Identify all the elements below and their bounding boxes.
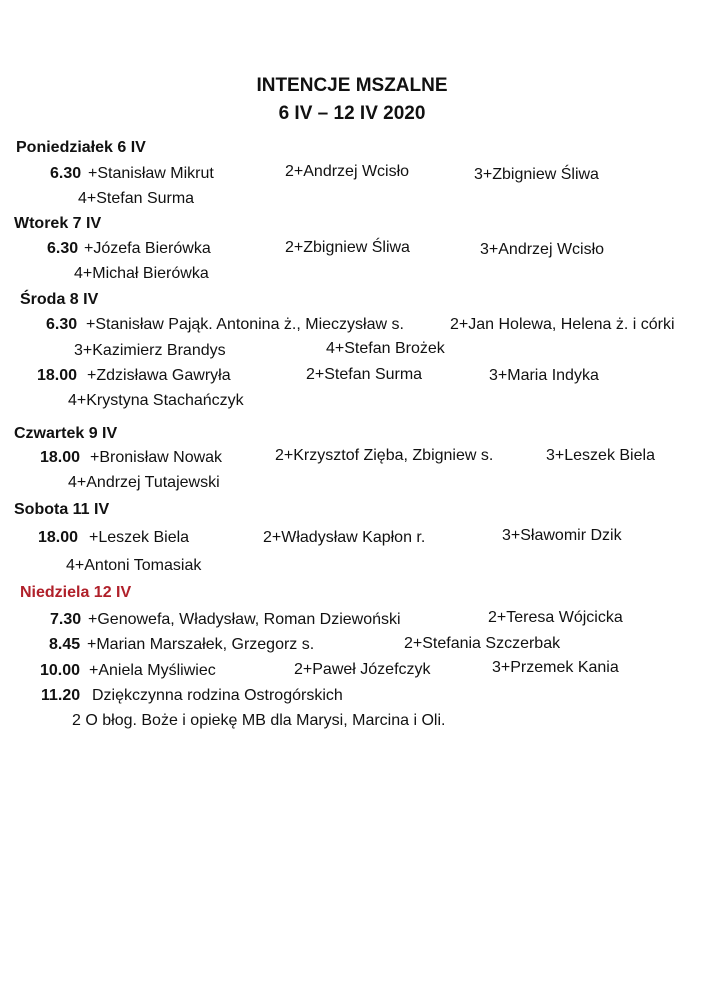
mass-time: 18.00 <box>38 529 79 546</box>
intention: 2+Władysław Kapłon r. <box>263 529 426 546</box>
mass-time: 7.30 <box>50 611 82 628</box>
mass-time: 11.20 <box>41 687 81 704</box>
intention: 3+Leszek Biela <box>546 447 655 464</box>
intention: 4+Stefan Brożek <box>326 340 445 357</box>
day-heading-monday: Poniedziałek 6 IV <box>16 139 146 156</box>
day-heading-tuesday: Wtorek 7 IV <box>14 215 102 232</box>
intention: 3+Andrzej Wcisło <box>480 241 605 258</box>
intention: 2+Andrzej Wcisło <box>285 163 410 180</box>
day-heading-sunday: Niedziela 12 IV <box>20 584 132 601</box>
intention: 2+Stefan Surma <box>306 366 423 383</box>
mass-time: 10.00 <box>40 662 81 679</box>
date-range: 6 IV – 12 IV 2020 <box>278 103 426 124</box>
intention: +Marian Marszałek, Grzegorz s. <box>87 636 315 653</box>
intention: 4+Stefan Surma <box>78 190 195 207</box>
intention: 3+Sławomir Dzik <box>502 527 622 544</box>
intention: 4+Antoni Tomasiak <box>66 557 202 574</box>
intention: 2+Teresa Wójcicka <box>488 609 623 626</box>
day-heading-wednesday: Środa 8 IV <box>20 291 99 308</box>
intention: +Genowefa, Władysław, Roman Dziewoński <box>88 611 401 628</box>
day-heading-saturday: Sobota 11 IV <box>14 501 110 518</box>
intention: 3+Maria Indyka <box>489 367 599 384</box>
intention: 2+Stefania Szczerbak <box>404 635 561 652</box>
intention: +Józefa Bierówka <box>84 240 211 257</box>
intention: +Leszek Biela <box>89 529 190 546</box>
intention: 2+Krzysztof Zięba, Zbigniew s. <box>275 447 494 464</box>
intention: 3+Kazimierz Brandys <box>74 342 226 359</box>
mass-time: 8.45 <box>49 636 81 653</box>
intention: 4+Krystyna Stachańczyk <box>68 392 244 409</box>
intention: 2+Paweł Józefczyk <box>294 661 431 678</box>
intention: 3+Zbigniew Śliwa <box>474 166 599 183</box>
intention: 4+Michał Bierówka <box>74 265 209 282</box>
intention: +Aniela Myśliwiec <box>89 662 216 679</box>
intention: +Stanisław Pająk. Antonina ż., Mieczysław s. <box>86 316 404 333</box>
mass-time: 18.00 <box>37 367 78 384</box>
intention: 2+Zbigniew Śliwa <box>285 239 410 256</box>
mass-time: 6.30 <box>46 316 78 333</box>
intention: Dziękczynna rodzina Ostrogórskich <box>92 687 343 704</box>
intention: +Zdzisława Gawryła <box>87 367 231 384</box>
intention: 2 O błog. Boże i opiekę MB dla Marysi, Marcina i Oli. <box>72 712 446 729</box>
mass-time: 6.30 <box>50 165 82 182</box>
mass-time: 6.30 <box>47 240 79 257</box>
day-heading-thursday: Czwartek 9 IV <box>14 425 118 442</box>
mass-time: 18.00 <box>40 449 81 466</box>
intention: +Stanisław Mikrut <box>88 165 214 182</box>
intention: 2+Jan Holewa, Helena ż. i córki <box>450 316 675 333</box>
intention: 3+Przemek Kania <box>492 659 619 676</box>
intention: 4+Andrzej Tutajewski <box>68 474 220 491</box>
page-title: INTENCJE MSZALNE <box>256 75 448 96</box>
intention: +Bronisław Nowak <box>90 449 223 466</box>
